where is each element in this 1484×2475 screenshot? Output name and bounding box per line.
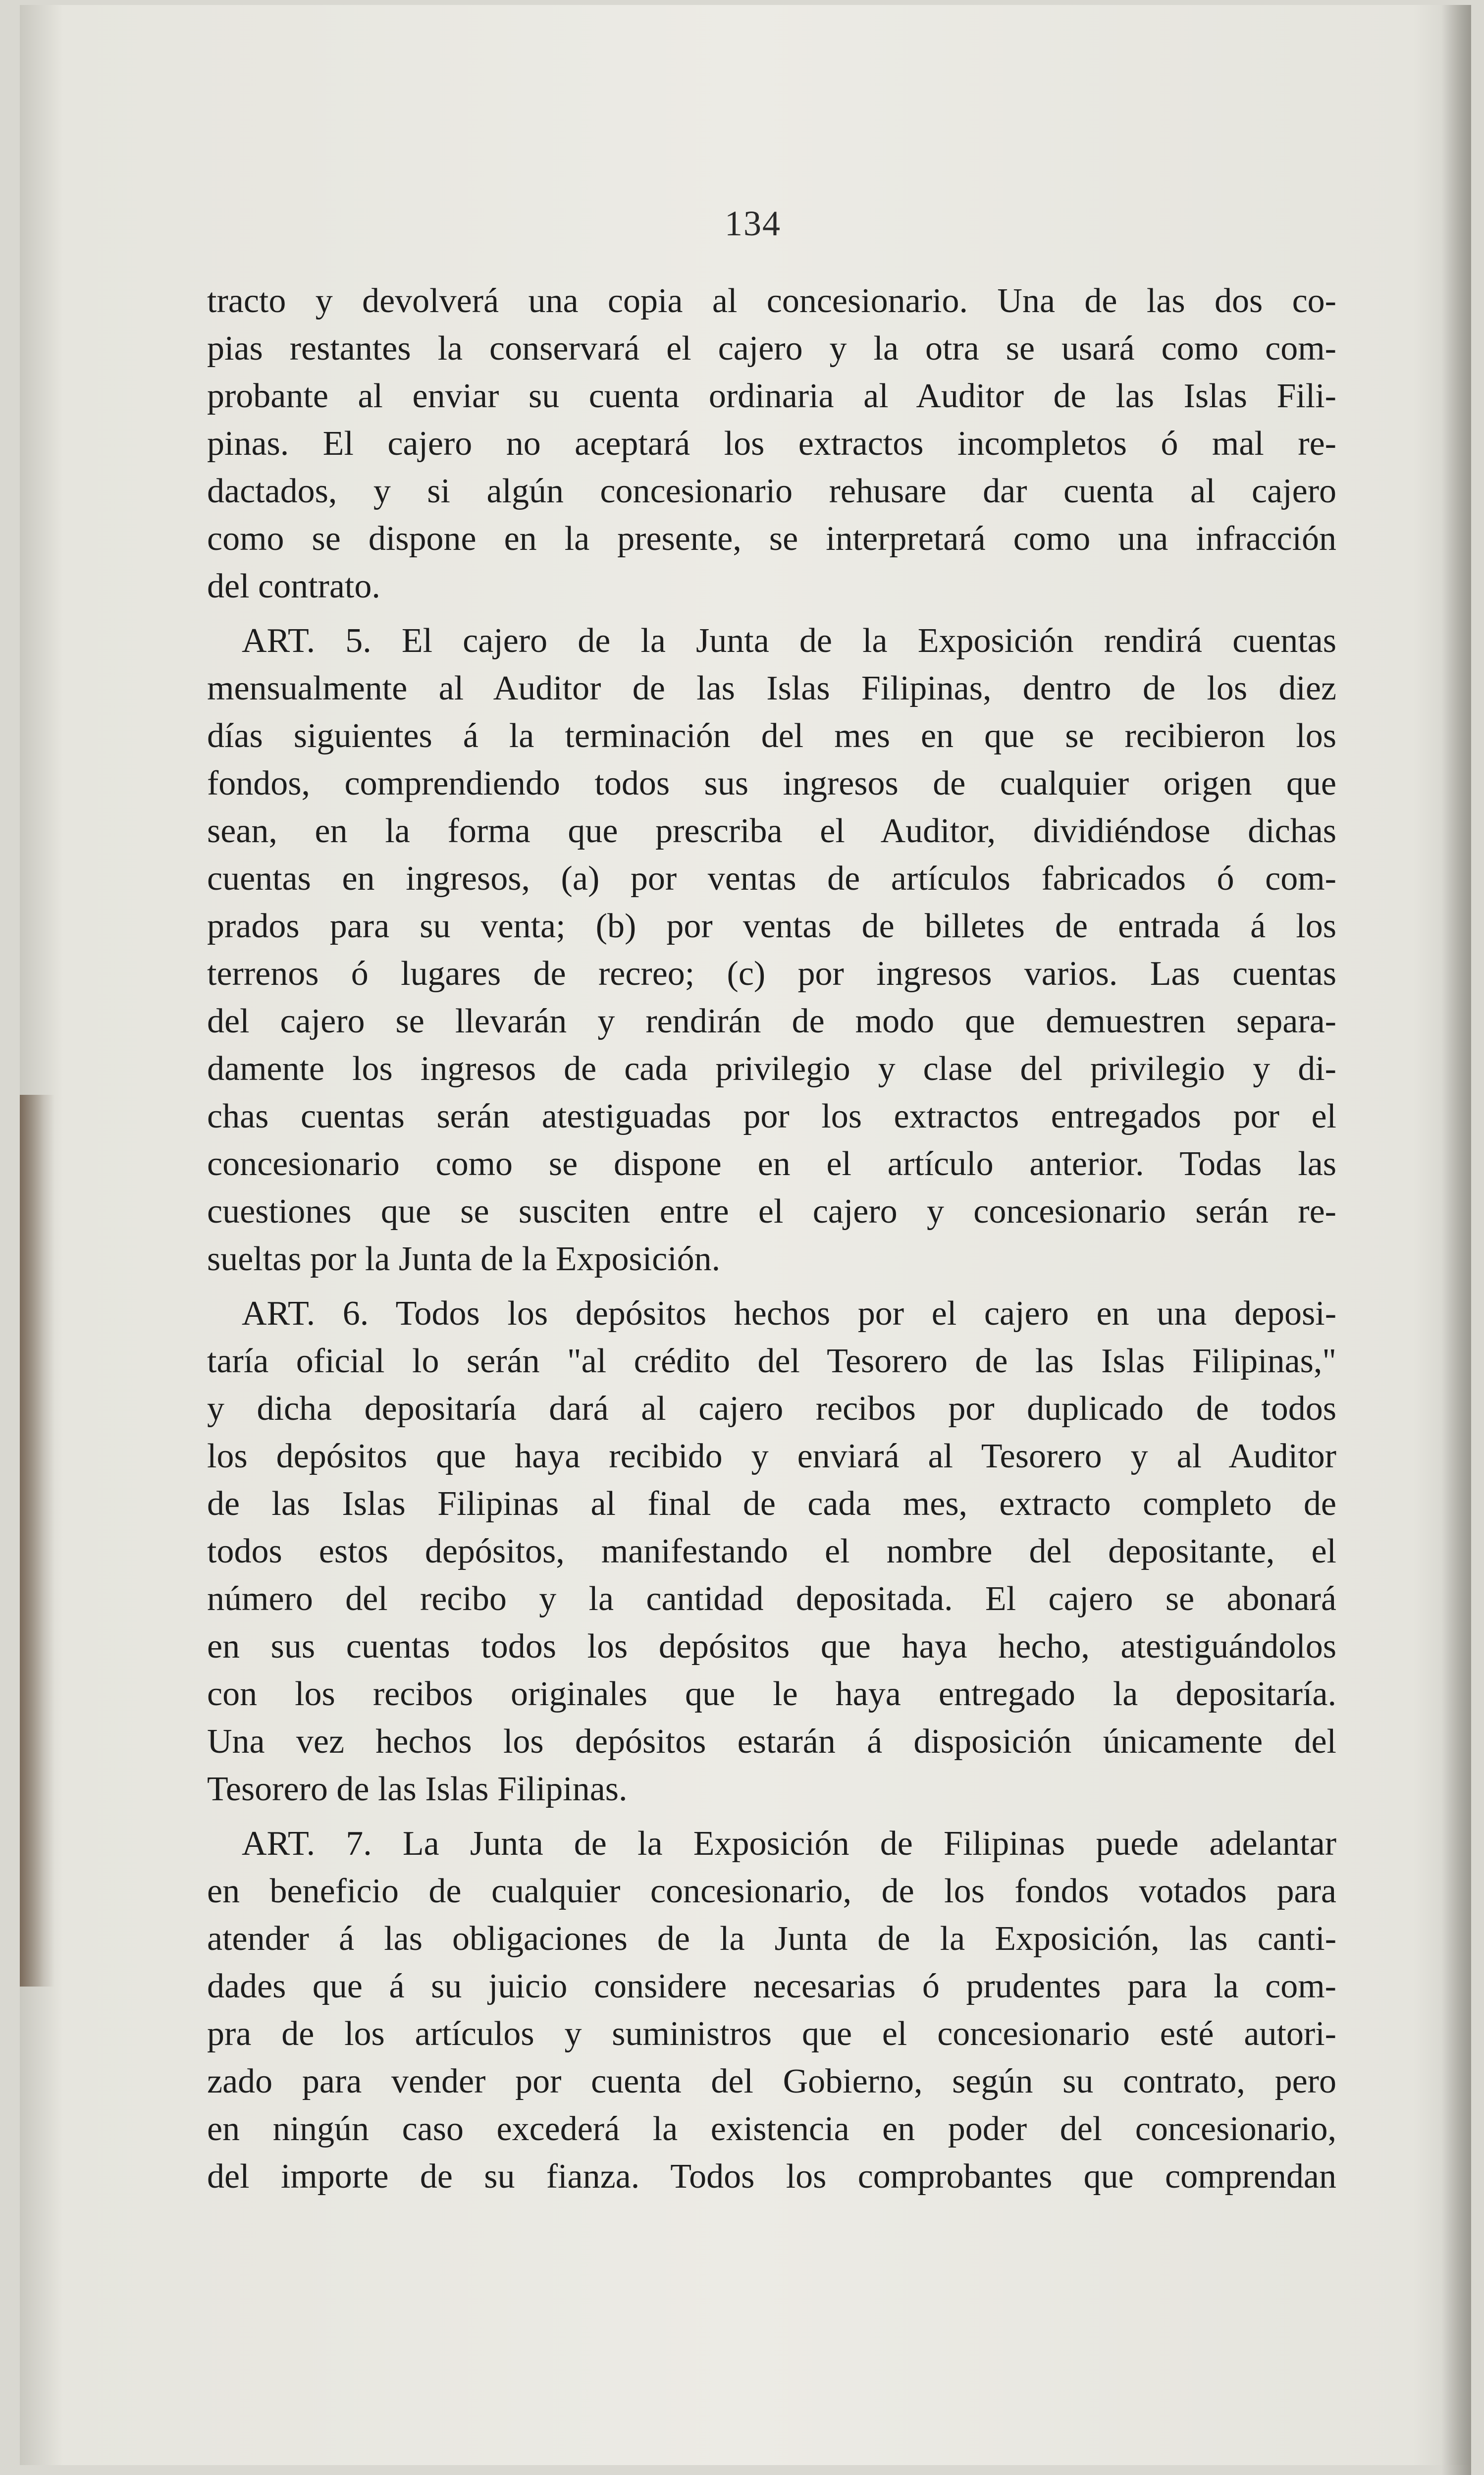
- text-line: dades que á su juicio considere necesarias ó prudentes para la com-: [207, 1967, 1336, 2005]
- text-line: de las Islas Filipinas al final de cada mes, extracto completo de: [207, 1485, 1336, 1523]
- text-line: sean, en la forma que prescriba el Auditor, dividiéndose dichas: [207, 812, 1336, 850]
- text-line: cuentas en ingresos, (a) por ventas de artículos fabricados ó com-: [207, 860, 1336, 898]
- text-line: prados para su venta; (b) por ventas de billetes de entrada á los: [207, 907, 1336, 945]
- text-line: del importe de su fianza. Todos los comprobantes que comprendan: [207, 2157, 1336, 2196]
- page-number: 134: [725, 204, 781, 243]
- body-text: [207, 277, 1336, 2201]
- text-line: damente los ingresos de cada privilegio y clase del privilegio y di-: [207, 1050, 1336, 1088]
- text-line: como se dispone en la presente, se interpretará como una infracción: [207, 520, 1336, 558]
- text-line: del contrato.: [207, 567, 380, 605]
- page-edge: [1441, 5, 1471, 2475]
- text-line: con los recibos originales que le haya entregado la depositaría.: [207, 1675, 1336, 1713]
- article-5-heading-line: ART. 5. El cajero de la Junta de la Exposición rendirá cuentas: [242, 622, 1336, 660]
- text-line: sueltas por la Junta de la Exposición.: [207, 1240, 721, 1278]
- text-line: y dicha depositaría dará al cajero recibos por duplicado de todos: [207, 1390, 1336, 1428]
- text-line: en ningún caso excederá la existencia en poder del concesionario,: [207, 2110, 1336, 2148]
- text-line: chas cuentas serán atestiguadas por los extractos entregados por el: [207, 1097, 1336, 1135]
- text-line: Tesorero de las Islas Filipinas.: [207, 1770, 628, 1808]
- text-line: concesionario como se dispone en el artículo anterior. Todas las: [207, 1145, 1336, 1183]
- text-line: fondos, comprendiendo todos sus ingresos de cualquier origen que: [207, 764, 1336, 803]
- text-line: terrenos ó lugares de recreo; (c) por ingresos varios. Las cuentas: [207, 955, 1336, 993]
- text-line: mensualmente al Auditor de las Islas Filipinas, dentro de los diez: [207, 669, 1336, 707]
- text-line: cuestiones que se susciten entre el cajero y concesionario serán re-: [207, 1192, 1336, 1231]
- text-line: todos estos depósitos, manifestando el nombre del depositante, el: [207, 1532, 1336, 1570]
- text-line: en beneficio de cualquier concesionario, de los fondos votados para: [207, 1872, 1336, 1910]
- text-line: días siguientes á la terminación del mes en que se recibieron los: [207, 717, 1336, 755]
- text-line: pias restantes la conservará el cajero y la otra se usará como com-: [207, 329, 1336, 368]
- text-line: pra de los artículos y suministros que el concesionario esté autori-: [207, 2015, 1336, 2053]
- text-line: taría oficial lo serán "al crédito del Tesorero de las Islas Filipinas,": [207, 1342, 1336, 1380]
- text-line: atender á las obligaciones de la Junta de la Exposición, las canti-: [207, 1920, 1336, 1958]
- article-6-heading-line: ART. 6. Todos los depósitos hechos por el cajero en una deposi-: [242, 1294, 1336, 1333]
- text-line: dactados, y si algún concesionario rehusare dar cuenta al cajero: [207, 472, 1336, 510]
- text-line: probante al enviar su cuenta ordinaria al Auditor de las Islas Fili-: [207, 377, 1336, 415]
- text-line: los depósitos que haya recibido y enviará al Tesorero y al Auditor: [207, 1437, 1336, 1475]
- text-line: del cajero se llevarán y rendirán de modo que demuestren separa-: [207, 1002, 1336, 1040]
- text-line: pinas. El cajero no aceptará los extractos incompletos ó mal re-: [207, 425, 1336, 463]
- text-line: zado para vender por cuenta del Gobierno, según su contrato, pero: [207, 2062, 1336, 2100]
- text-line: en sus cuentas todos los depósitos que haya hecho, atestiguándolos: [207, 1627, 1336, 1666]
- binding-shadow: [20, 1095, 54, 1987]
- text-line: número del recibo y la cantidad depositada. El cajero se abonará: [207, 1580, 1336, 1618]
- article-7-heading-line: ART. 7. La Junta de la Exposición de Filipinas puede adelantar: [242, 1825, 1336, 1863]
- text-line: tracto y devolverá una copia al concesionario. Una de las dos co-: [207, 282, 1336, 320]
- text-line: Una vez hechos los depósitos estarán á disposición únicamente del: [207, 1722, 1336, 1761]
